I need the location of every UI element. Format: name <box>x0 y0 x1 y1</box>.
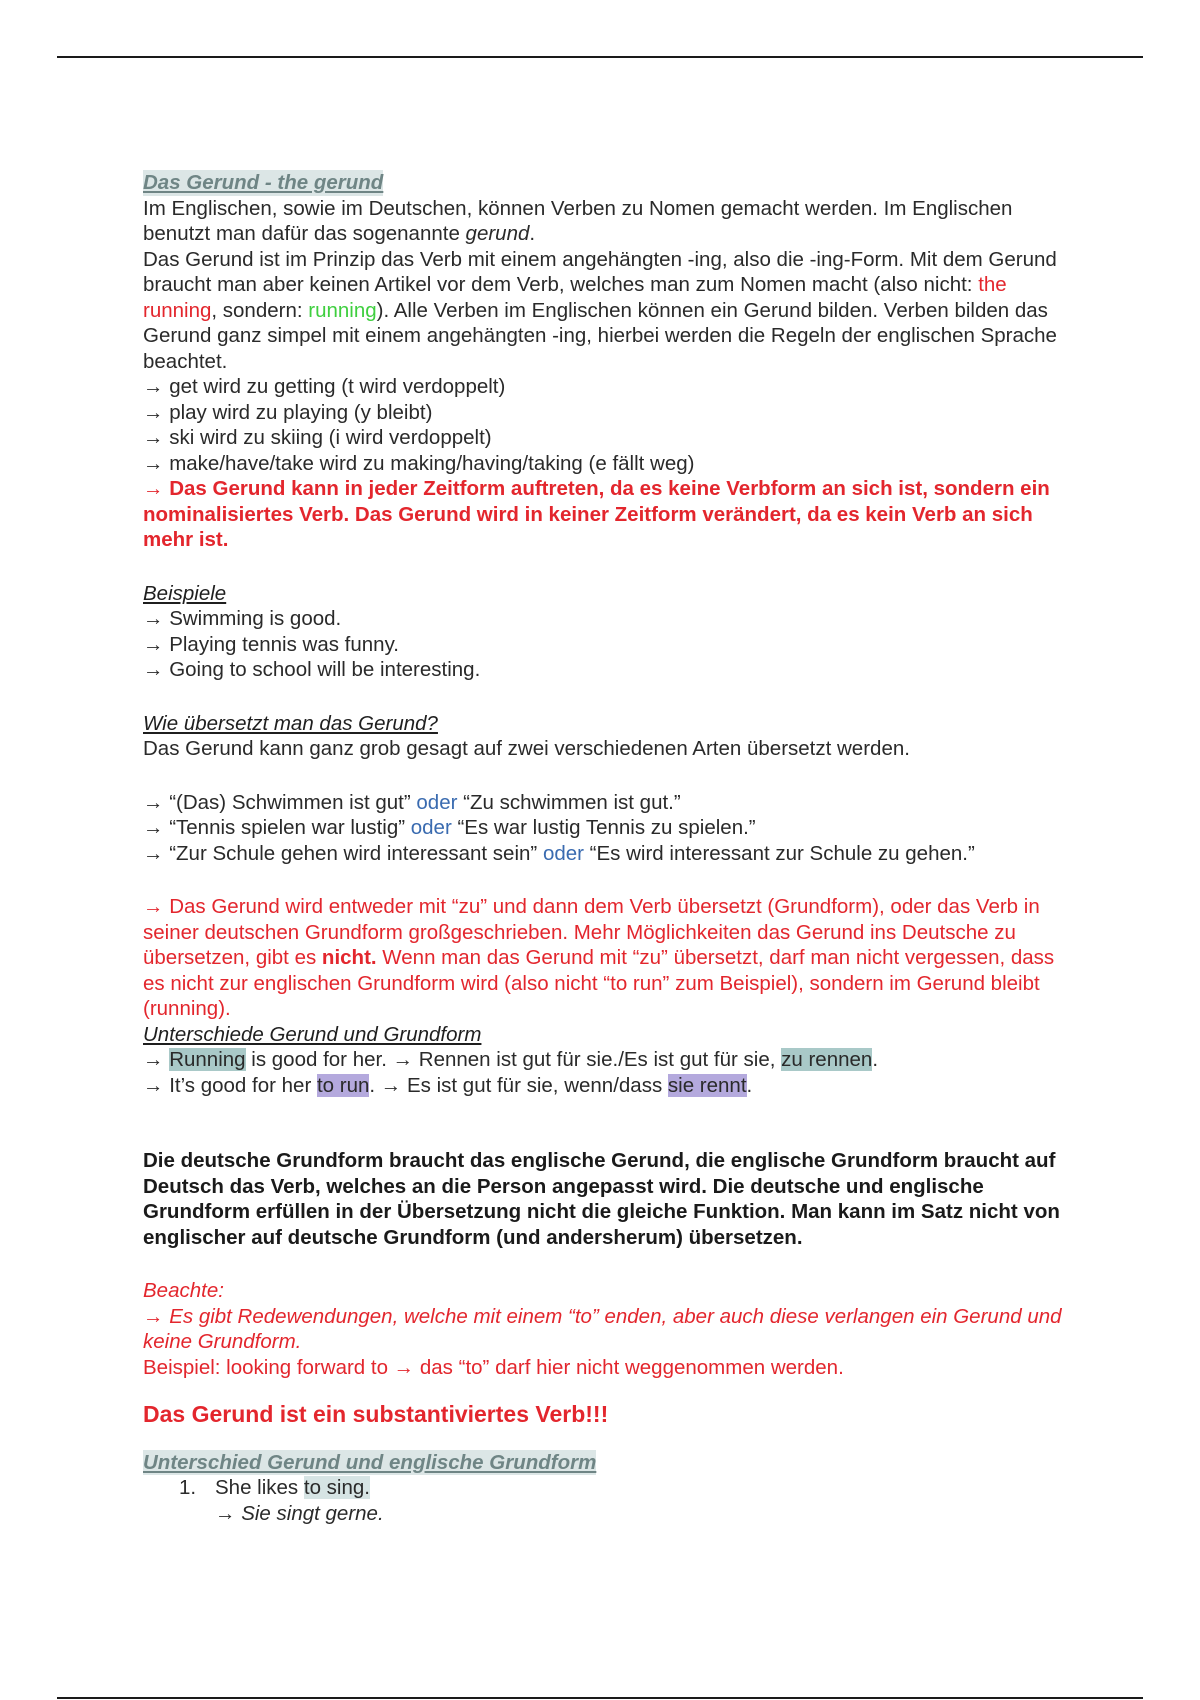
translation-pair <box>143 790 1063 816</box>
pair-a: → “(Das) Schwimmen ist gut” <box>143 790 417 814</box>
pair-b: “Es war lustig Tennis zu spielen.” <box>451 816 756 839</box>
highlight-gerund: Running <box>169 1048 246 1071</box>
pair-b: “Es wird interessant zur Schule zu gehen.” <box>583 841 975 865</box>
example-item: → Playing tennis was funny. <box>143 632 399 656</box>
right-example: running <box>308 298 377 322</box>
big-statement: Das Gerund ist ein substantiviertes Verb!!! <box>143 1401 609 1427</box>
pair-a: → “Zur Schule gehen wird interessant sein” <box>143 841 543 865</box>
or-word: oder <box>416 790 458 814</box>
examples-heading: Beispiele <box>143 581 227 605</box>
beachte-line-1: → Es gibt Redewendungen, welche mit einem “to” enden, aber auch diese verlangen ein Gerund und keine Grundform. <box>143 1304 1062 1353</box>
note-bold: nicht. <box>321 946 377 969</box>
list-item <box>143 1475 1063 1501</box>
rule-item: → make/have/take wird zu making/having/taking (e fällt weg) <box>143 451 695 475</box>
highlight-sie-rennt: sie rennt <box>667 1073 747 1097</box>
note-a: → Das Gerund wird entweder mit “zu” und dann dem Verb übersetzt (Grundform), oder das Verb in seiner deutschen Grundform großgeschrieben. Mehr Möglichkeiten das Gerund ins Deutsche zu übersetzen, gibt es <box>143 895 1040 969</box>
bold-summary-paragraph: Die deutsche Grundform braucht das englische Gerund, die englische Grundform braucht auf Deutsch das Verb, welches an die Person angepasst wird. Die deutsche und englische Grundform erfüllen in der Übersetzung nicht die gleiche Funktion. Man kann im Satz nicht von englischer auf deutsche Grundform (und andersherum) übersetzen. <box>143 1149 1060 1249</box>
highlight-to-sing: to sing. <box>303 1476 370 1499</box>
wrong-example: the running <box>143 273 1007 322</box>
list-text <box>215 1475 370 1501</box>
highlight-zu-rennen: zu rennen <box>781 1048 873 1071</box>
rule-item: → ski wird zu skiing (i wird verdoppelt) <box>143 426 492 449</box>
list-translation: → Sie singt gerne. <box>215 1501 384 1525</box>
diff-pre: → It’s good for her <box>143 1073 317 1097</box>
or-word: oder <box>542 841 584 865</box>
diff-mid: . → Es ist gut für sie, wenn/dass <box>369 1073 668 1097</box>
list-pre: She likes <box>215 1476 304 1499</box>
beachte-line-2: Beispiel: looking forward to → das “to” darf hier nicht weggenommen werden. <box>143 1355 844 1379</box>
document-body <box>143 170 1063 1526</box>
or-word: oder <box>410 816 452 839</box>
page-title: Das Gerund - the gerund <box>143 171 384 194</box>
diff-mid: is good for her. → Rennen ist gut für sie./Es ist gut für sie, <box>245 1048 782 1071</box>
section2-title: Unterschied Gerund und englische Grundform <box>143 1450 597 1474</box>
intro-paragraph-2 <box>143 247 1063 375</box>
beachte-label: Beachte: <box>143 1279 224 1302</box>
translate-note <box>143 894 1063 1022</box>
difference-line-2 <box>143 1073 1063 1099</box>
intro-p2-a: Das Gerund ist im Prinzip das Verb mit einem angehängten -ing, also die -ing-Form. Mit dem Gerund braucht man aber keinen Artikel vor dem Verb, welches man zum Nomen macht (also nicht: <box>143 247 1057 296</box>
bottom-rule <box>57 1697 1143 1699</box>
example-item: → Swimming is good. <box>143 607 342 630</box>
pair-a: → “Tennis spielen war lustig” <box>143 816 411 839</box>
rule-item: → get wird zu getting (t wird verdoppelt) <box>143 375 506 398</box>
intro-text: Im Englischen, sowie im Deutschen, können Verben zu Nomen gemacht werden. Im Englischen benutzt man dafür das sogenannte <box>143 196 1013 245</box>
rule-item: → play wird zu playing (y bleibt) <box>143 400 433 424</box>
difference-line-1 <box>143 1047 1063 1073</box>
intro-paragraph-1 <box>143 196 1063 247</box>
note-b: Wenn man das Gerund mit “zu” übersetzt, darf man nicht vergessen, dass es nicht zur englischen Grundform wird (also nicht “to run” zum Beispiel), sondern im Gerund bleibt (running). <box>143 946 1055 1020</box>
rule-note: → Das Gerund kann in jeder Zeitform auftreten, da es keine Verbform an sich ist, sondern ein nominalisiertes Verb. Das Gerund wird in keiner Zeitform verändert, da es kein Verb an sich mehr ist. <box>143 477 1050 551</box>
intro-p2-c: ). Alle Verben im Englischen können ein Gerund bilden. Verben bilden das Gerund ganz simpel mit einem angehängten -ing, hierbei werden die Regeln der englischen Sprache beachtet. <box>143 298 1057 373</box>
differences-heading: Unterschiede Gerund und Grundform <box>143 1022 482 1046</box>
highlight-to-run: to run <box>316 1073 370 1097</box>
intro-p2-b: , sondern: <box>211 298 309 322</box>
translate-intro: Das Gerund kann ganz grob gesagt auf zwei verschiedenen Arten übersetzt werden. <box>143 737 910 760</box>
translation-pair <box>143 841 1063 867</box>
pair-b: “Zu schwimmen ist gut.” <box>457 790 681 814</box>
gerund-term: gerund <box>465 222 530 245</box>
diff-end: . <box>746 1073 753 1097</box>
diff-end: . <box>872 1048 879 1071</box>
example-item: → Going to school will be interesting. <box>143 658 481 681</box>
intro-end: . <box>529 222 536 245</box>
top-rule <box>57 56 1143 58</box>
diff-pre: → <box>143 1048 170 1071</box>
translation-pair <box>143 815 1063 841</box>
list-number: 1. <box>179 1476 197 1499</box>
translate-heading: Wie übersetzt man das Gerund? <box>143 711 438 735</box>
